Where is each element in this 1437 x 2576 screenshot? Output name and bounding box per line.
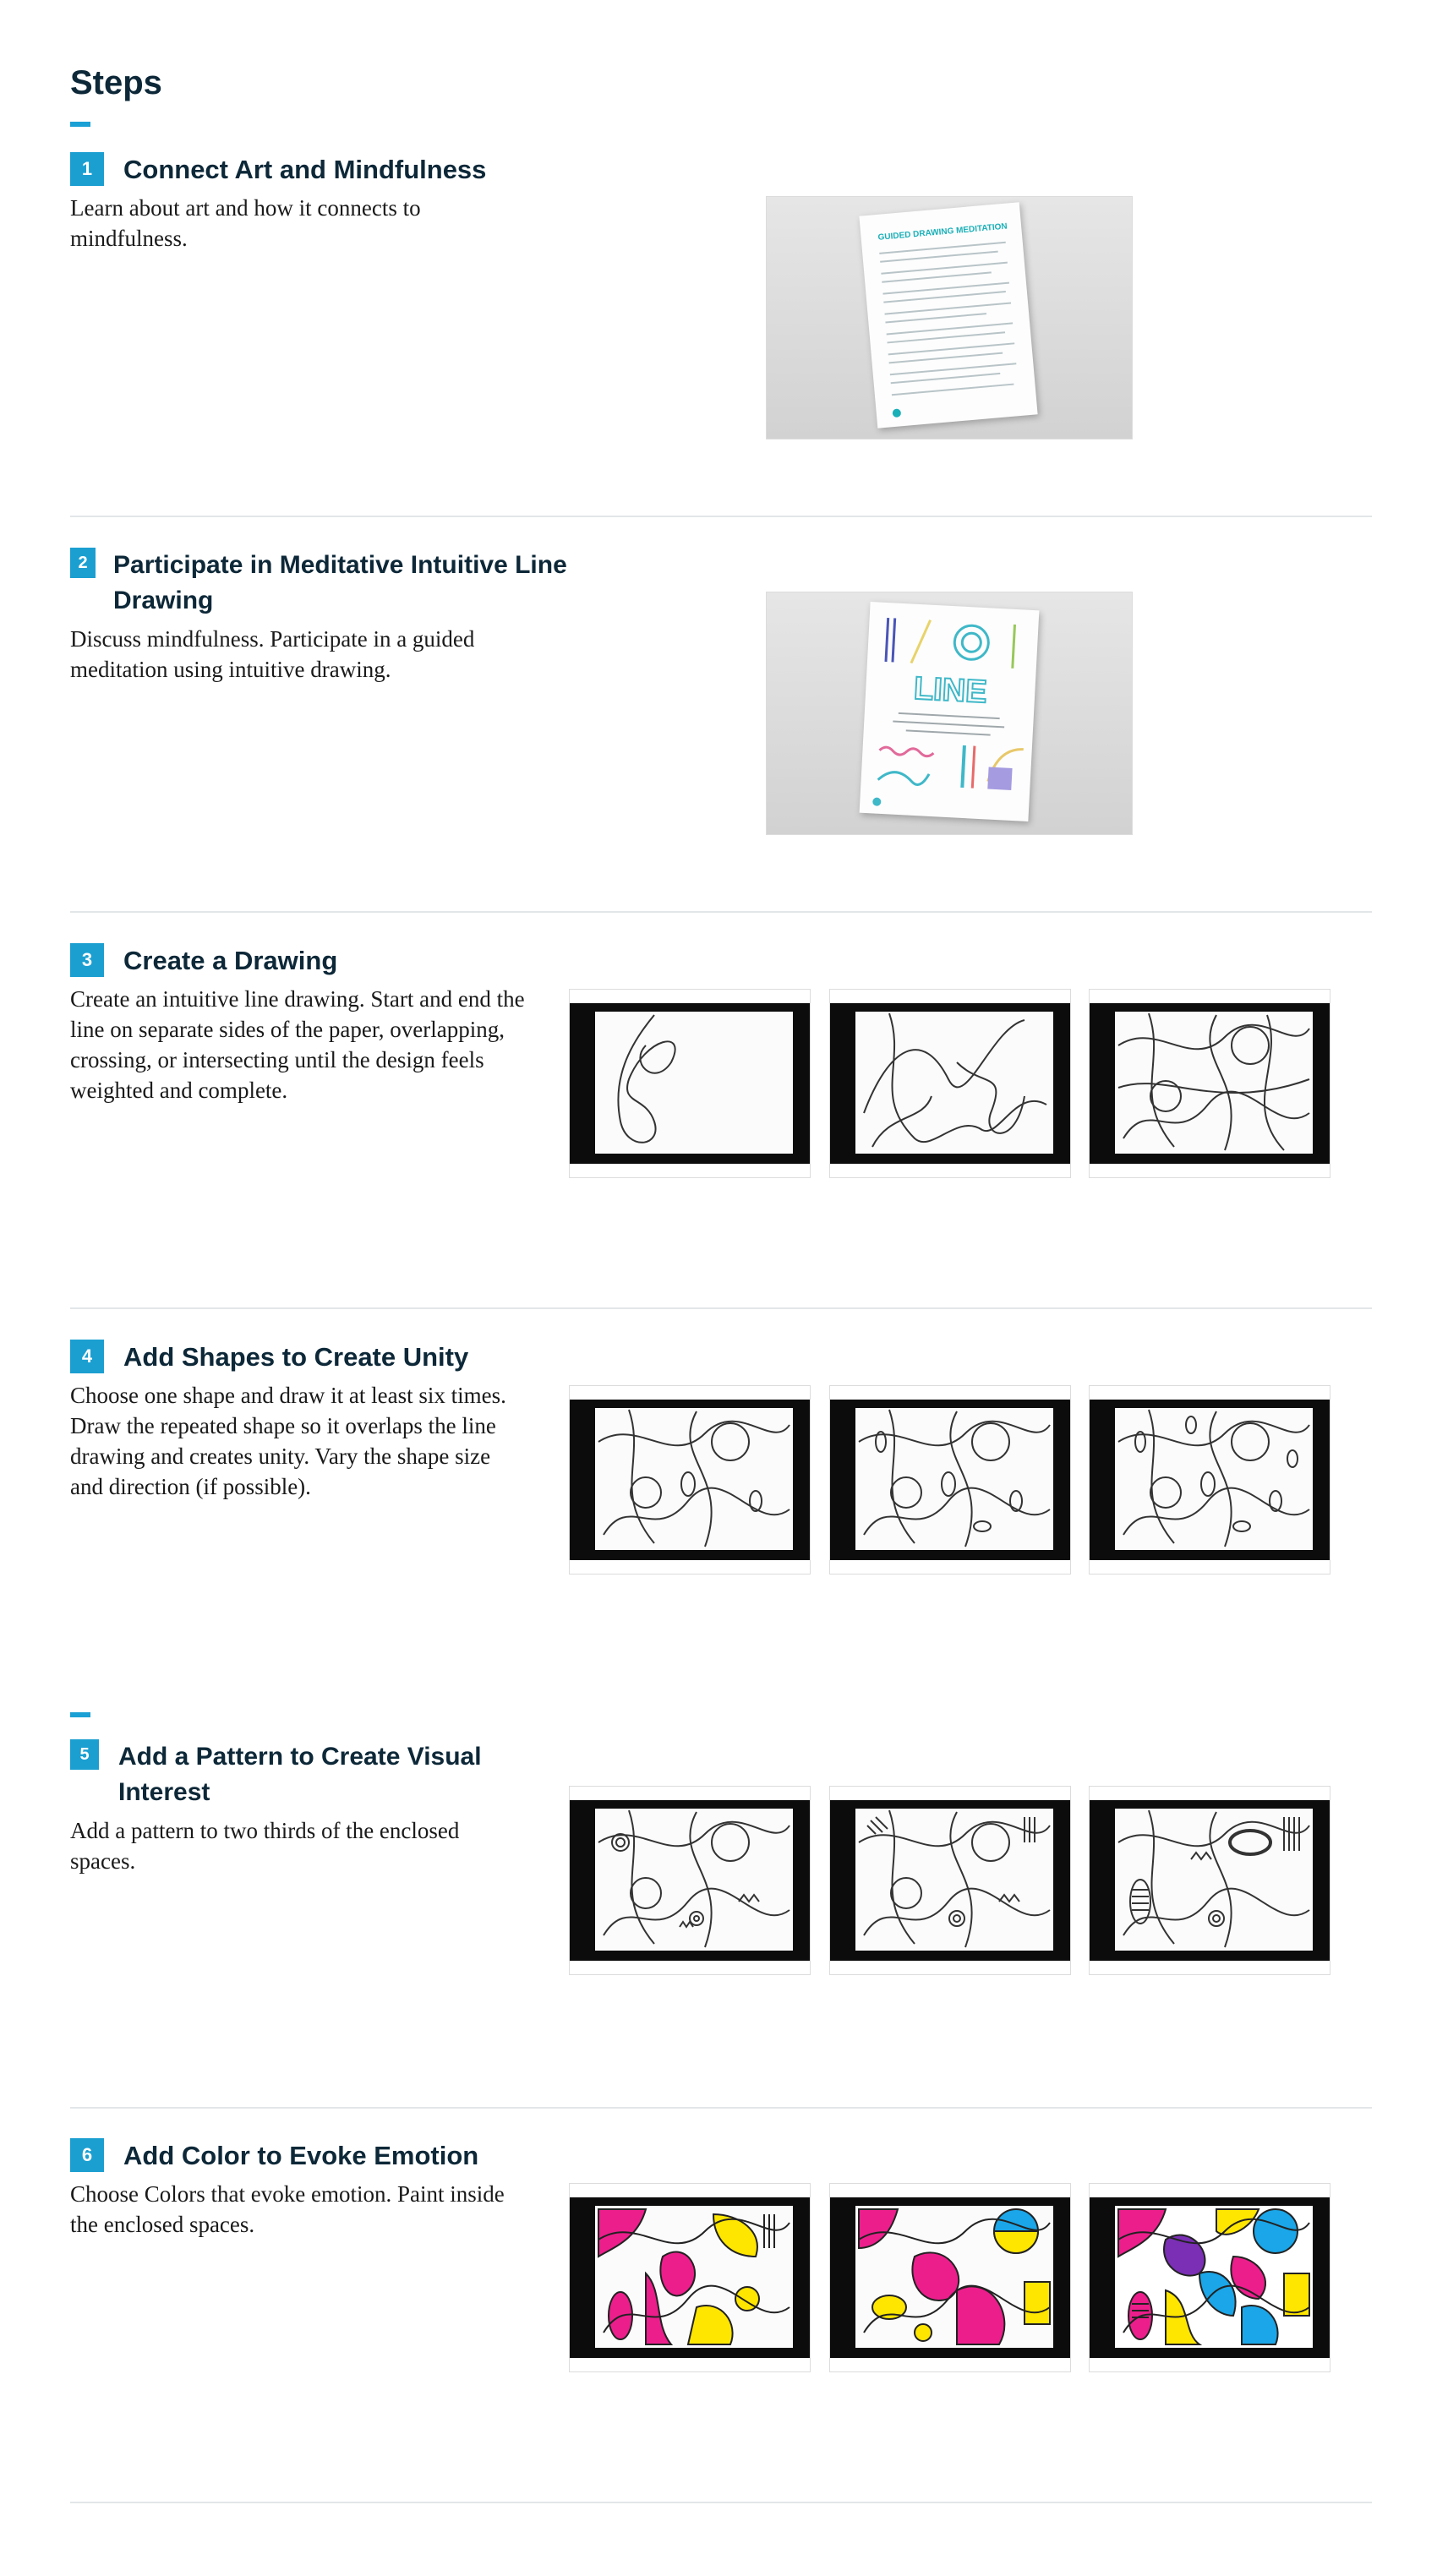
pattern-drawing-photo-3[interactable] — [1089, 1786, 1330, 1975]
step-number-badge: 3 — [70, 943, 104, 977]
step-title: Connect Art and Mindfulness — [123, 155, 487, 184]
line-poster-image[interactable] — [766, 592, 1133, 835]
shapes-drawing-photo-3[interactable] — [1089, 1385, 1330, 1575]
step-1 — [70, 152, 1372, 254]
shapes-drawing-photo-1[interactable] — [569, 1385, 811, 1575]
line-drawing-photo-1[interactable] — [569, 989, 811, 1178]
step-description: Choose Colors that evoke emotion. Paint inside the enclosed spaces. — [70, 2181, 505, 2237]
poster-heading: LINE — [912, 670, 988, 711]
step-title: Add Color to Evoke Emotion — [123, 2141, 479, 2170]
step-description: Choose one shape and draw it at least six times. Draw the repeated shape so it overlaps the line drawing and creates unity. Vary the shape size and direction (if possible). — [70, 1383, 506, 1499]
step-number-badge: 1 — [70, 152, 104, 186]
pattern-drawing-photo-2[interactable] — [829, 1786, 1071, 1975]
color-drawing-photo-1[interactable] — [569, 2183, 811, 2372]
section-divider — [70, 2107, 1372, 2109]
step-number-badge: 6 — [70, 2138, 104, 2172]
title-accent-bar — [70, 122, 90, 127]
step-description: Discuss mindfulness. Participate in a guided meditation using intuitive drawing. — [70, 626, 475, 682]
poster-sheet — [860, 602, 1040, 821]
step-title: Add Shapes to Create Unity — [123, 1342, 469, 1372]
pattern-drawing-photo-1[interactable] — [569, 1786, 811, 1975]
section-divider — [70, 1307, 1372, 1309]
step-description: Add a pattern to two thirds of the enclosed spaces. — [70, 1818, 460, 1874]
page-title: Steps — [70, 64, 162, 101]
section-accent-bar — [70, 1712, 90, 1717]
color-drawing-photo-3[interactable] — [1089, 2183, 1330, 2372]
guided-drawing-meditation-image[interactable] — [766, 196, 1133, 439]
line-drawing-photo-3[interactable] — [1089, 989, 1330, 1178]
step-number-badge: 2 — [70, 548, 96, 578]
step-description: Create an intuitive line drawing. Start and end the line on separate sides of the paper, overlapping, crossing, or intersecting until the design feels weighted and complete. — [70, 986, 525, 1103]
handout-heading: GUIDED DRAWING MEDITATION — [877, 221, 1008, 243]
step-title: Participate in Meditative Intuitive Line Drawing — [113, 551, 567, 614]
step-number-badge: 5 — [70, 1739, 99, 1770]
section-divider — [70, 911, 1372, 913]
step-2 — [70, 548, 1372, 685]
step-title: Create a Drawing — [123, 946, 338, 975]
line-drawing-photo-2[interactable] — [829, 989, 1071, 1178]
section-divider — [70, 2502, 1372, 2503]
color-drawing-photo-2[interactable] — [829, 2183, 1071, 2372]
section-divider — [70, 516, 1372, 517]
step-number-badge: 4 — [70, 1340, 104, 1373]
shapes-drawing-photo-2[interactable] — [829, 1385, 1071, 1575]
step-description: Learn about art and how it connects to mindfulness. — [70, 195, 421, 251]
step-title: Add a Pattern to Create Visual Interest — [118, 1743, 482, 1806]
handout-sheet — [859, 202, 1037, 428]
